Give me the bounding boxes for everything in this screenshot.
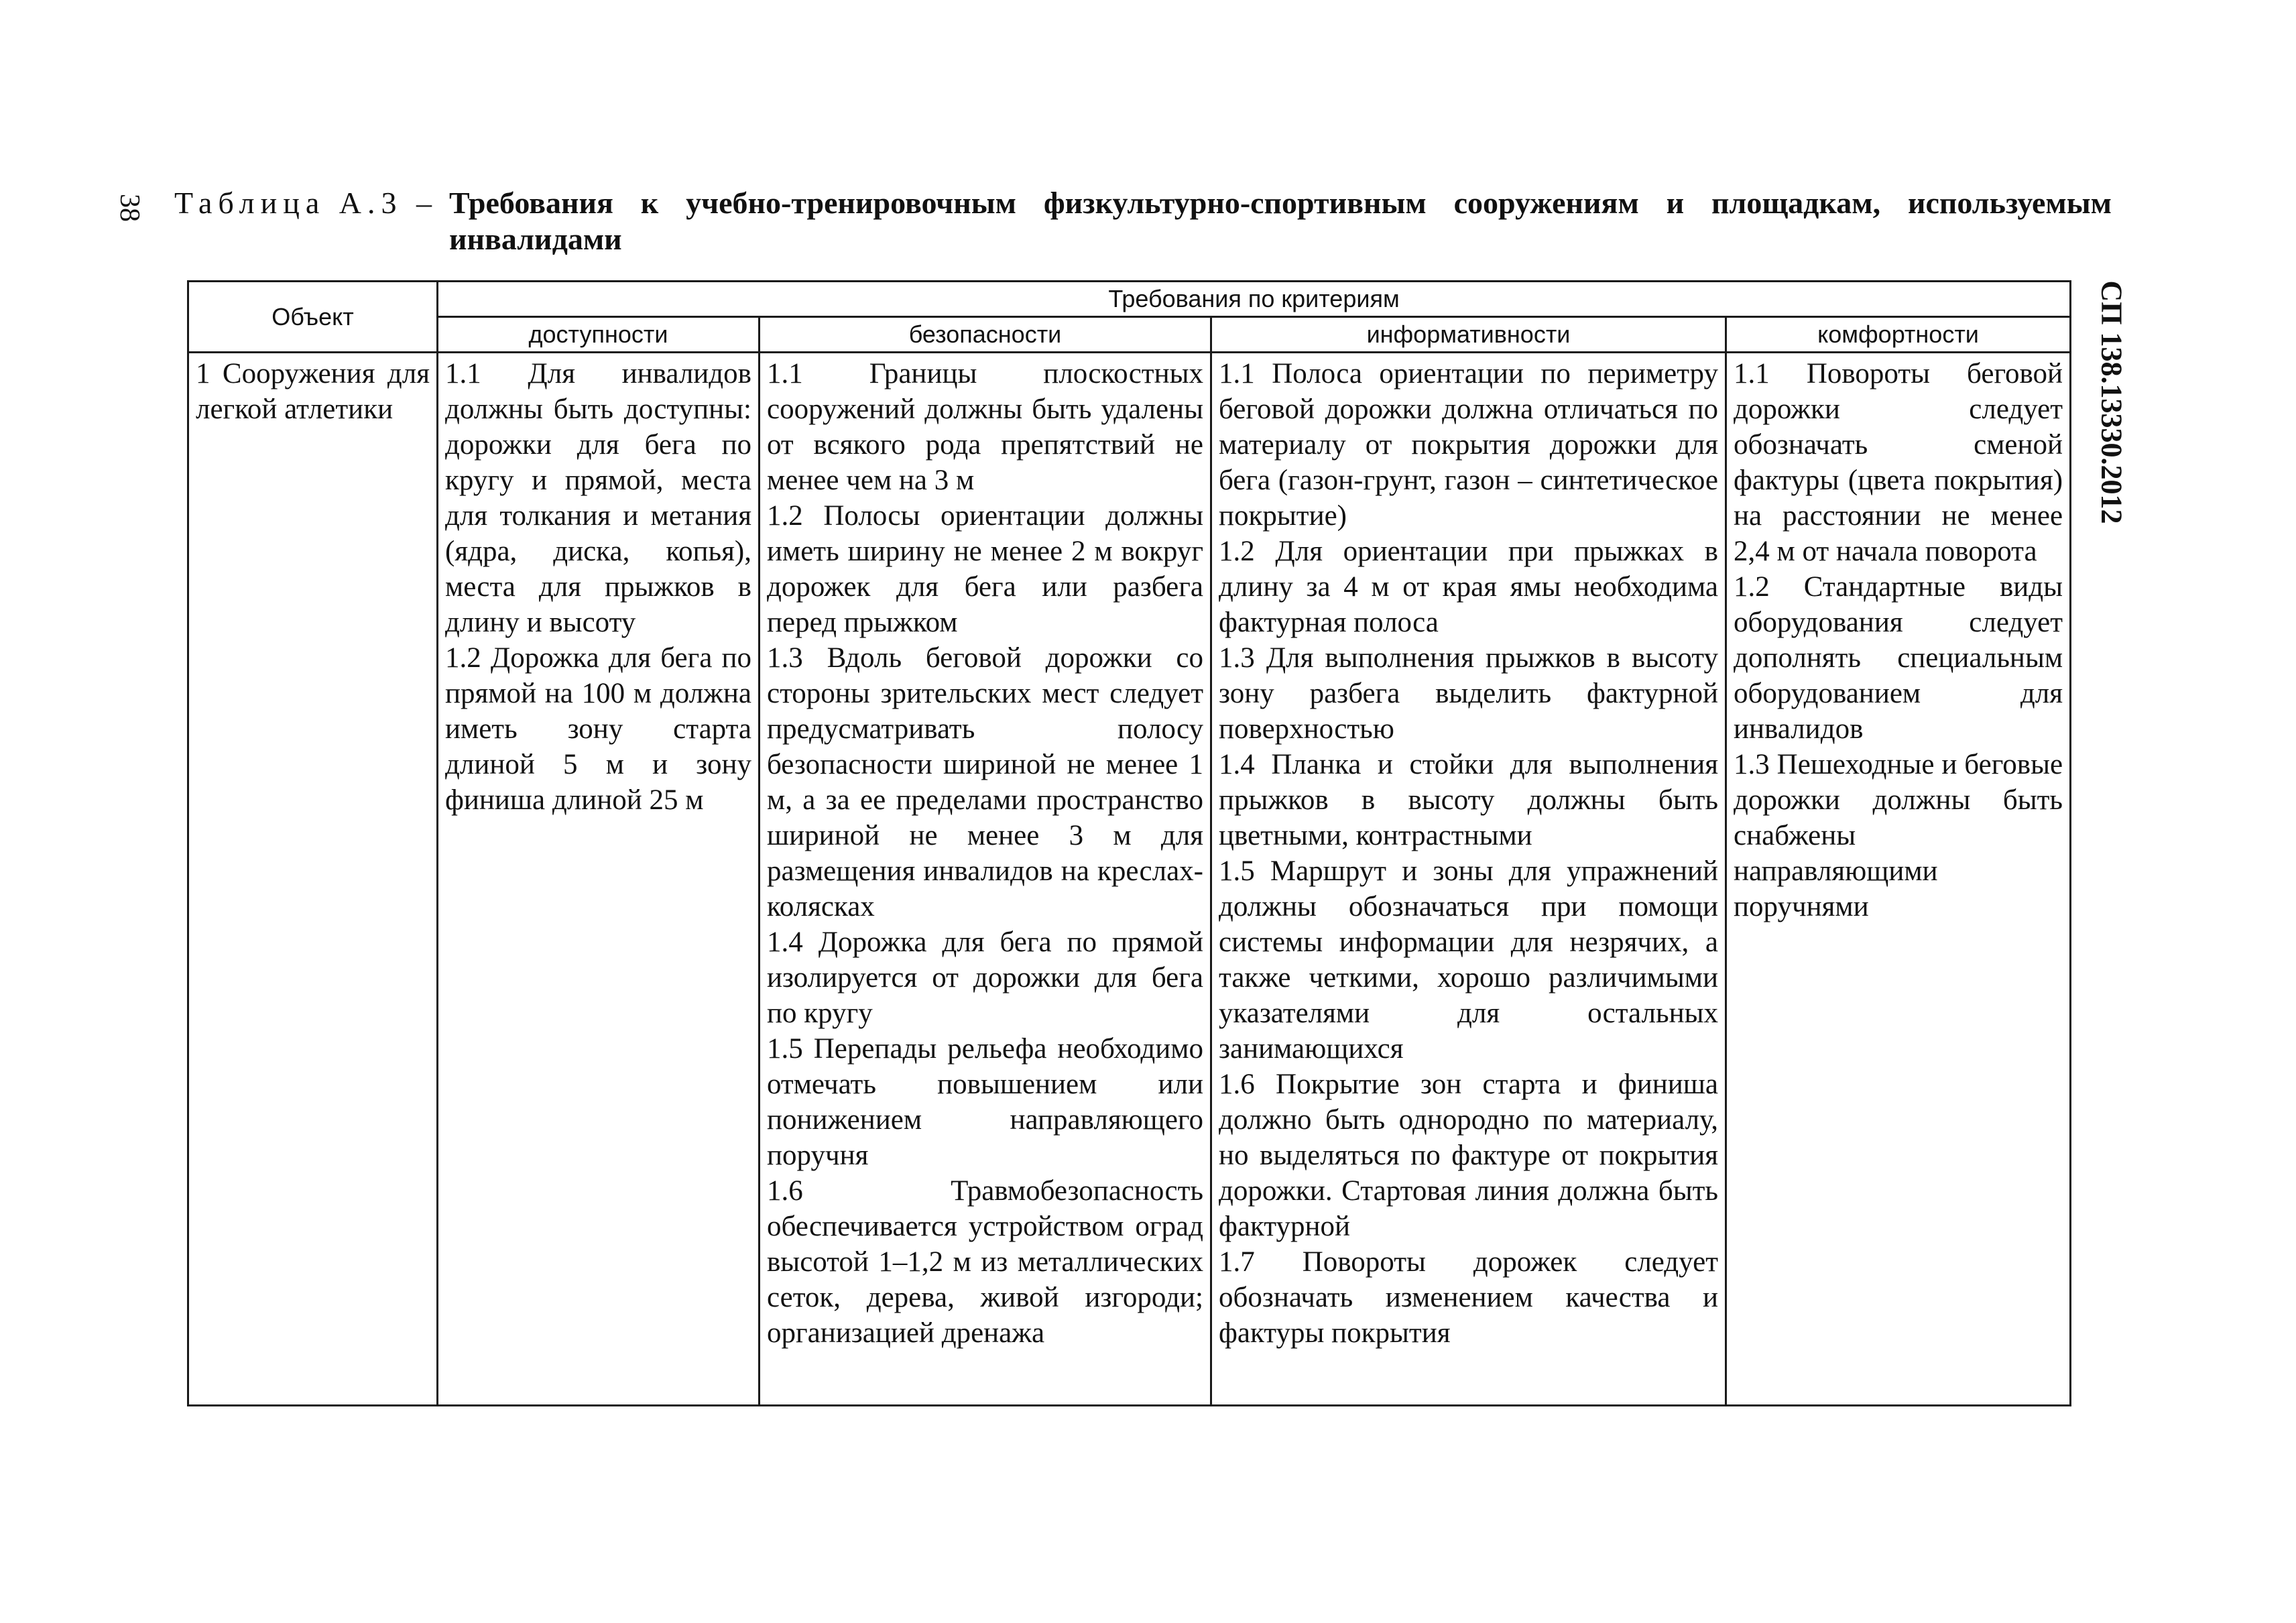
safety-item: 1.6 Травмобезопасность обеспечивается устройством оград высотой 1–1,2 м из металлических сеток, дерева, живой изгороди; организацией дренажа <box>767 1175 1203 1349</box>
table-row <box>188 353 2071 1406</box>
cell-accessibility <box>438 353 760 1406</box>
requirements-table <box>187 280 2071 1406</box>
header-comfort: комфортности <box>1726 317 2071 353</box>
safety-item: 1.3 Вдоль беговой дорожки со стороны зрительских мест следует предусматривать полосу безопасности шириной не менее 1 м, а за ее пределами пространство шириной не менее 3 м для размещения инвалидов на креслах-колясках <box>767 642 1203 922</box>
cell-comfort <box>1726 353 2071 1406</box>
safety-item: 1.2 Полосы ориентации должны иметь ширину не менее 2 м вокруг дорожек для бега или разбега перед прыжком <box>767 500 1203 638</box>
object-name: 1 Сооружения для легкой атлетики <box>196 358 430 425</box>
cell-informativeness <box>1211 353 1726 1406</box>
informativeness-item: 1.2 Для ориентации при прыжках в длину за 4 м от края ямы необходима фактурная полоса <box>1219 536 1718 638</box>
accessibility-item: 1.1 Для инвалидов должны быть доступны: дорожки для бега по кругу и прямой, места для толкания и метания (ядра, диска, копья), места для прыжков в длину и высоту <box>445 358 751 638</box>
safety-item: 1.5 Перепады рельефа необходимо отмечать повышением или понижением направляющего поручня <box>767 1033 1203 1171</box>
table-caption-title: Требования к учебно-тренировочным физкультурно-спортивным сооружениям и площадкам, используемым инвалидами <box>449 186 2112 256</box>
header-informativeness: информативности <box>1211 317 1726 353</box>
header-row-subcriteria <box>188 317 2071 353</box>
header-criteria: Требования по критериям <box>438 282 2071 317</box>
header-row-criteria <box>188 282 2071 317</box>
header-accessibility: доступности <box>438 317 760 353</box>
table-caption <box>174 185 2118 257</box>
cell-safety <box>760 353 1211 1406</box>
informativeness-item: 1.5 Маршрут и зоны для упражнений должны обозначаться при помощи системы информации для незрячих, а также четкими, хорошо различимыми указателями для остальных занимающихся <box>1219 855 1718 1065</box>
table-caption-prefix: Таблица А.3 – <box>174 186 438 220</box>
safety-item: 1.4 Дорожка для бега по прямой изолируется от дорожки для бега по кругу <box>767 926 1203 1029</box>
cell-object <box>188 353 438 1406</box>
header-object: Объект <box>188 282 438 353</box>
comfort-item: 1.1 Повороты беговой дорожки следует обозначать сменой фактуры (цвета покрытия) на расстоянии не менее 2,4 м от начала поворота <box>1734 358 2063 567</box>
informativeness-item: 1.4 Планка и стойки для выполнения прыжков в высоту должны быть цветными, контрастными <box>1219 749 1718 851</box>
comfort-item: 1.3 Пешеходные и беговые дорожки должны быть снабжены направляющими поручнями <box>1734 749 2063 922</box>
informativeness-item: 1.1 Полоса ориентации по периметру беговой дорожки должна отличаться по материалу от покрытия дорожки для бега (газон-грунт, газон – синтетическое покрытие) <box>1219 358 1718 532</box>
table-header <box>188 282 2071 353</box>
informativeness-item: 1.3 Для выполнения прыжков в высоту зону разбега выделить фактурной поверхностью <box>1219 642 1718 745</box>
safety-item: 1.1 Границы плоскостных сооружений должны быть удалены от всякого рода препятствий не менее чем на 3 м <box>767 358 1203 496</box>
header-safety: безопасности <box>760 317 1211 353</box>
accessibility-item: 1.2 Дорожка для бега по прямой на 100 м должна иметь зону старта длиной 5 м и зону финиша длиной 25 м <box>445 642 751 816</box>
table-body <box>188 353 2071 1406</box>
informativeness-item: 1.7 Повороты дорожек следует обозначать изменением качества и фактуры покрытия <box>1219 1246 1718 1349</box>
comfort-item: 1.2 Стандартные виды оборудования следует дополнять специальным оборудованием для инвалидов <box>1734 571 2063 745</box>
page-number: 38 <box>114 194 145 222</box>
document-code-text: СП 138.13330.2012 <box>2095 280 2128 524</box>
informativeness-item: 1.6 Покрытие зон старта и финиша должно быть однородно по материалу, но выделяться по фактуре от покрытия дорожки. Стартовая линия должна быть фактурной <box>1219 1069 1718 1242</box>
